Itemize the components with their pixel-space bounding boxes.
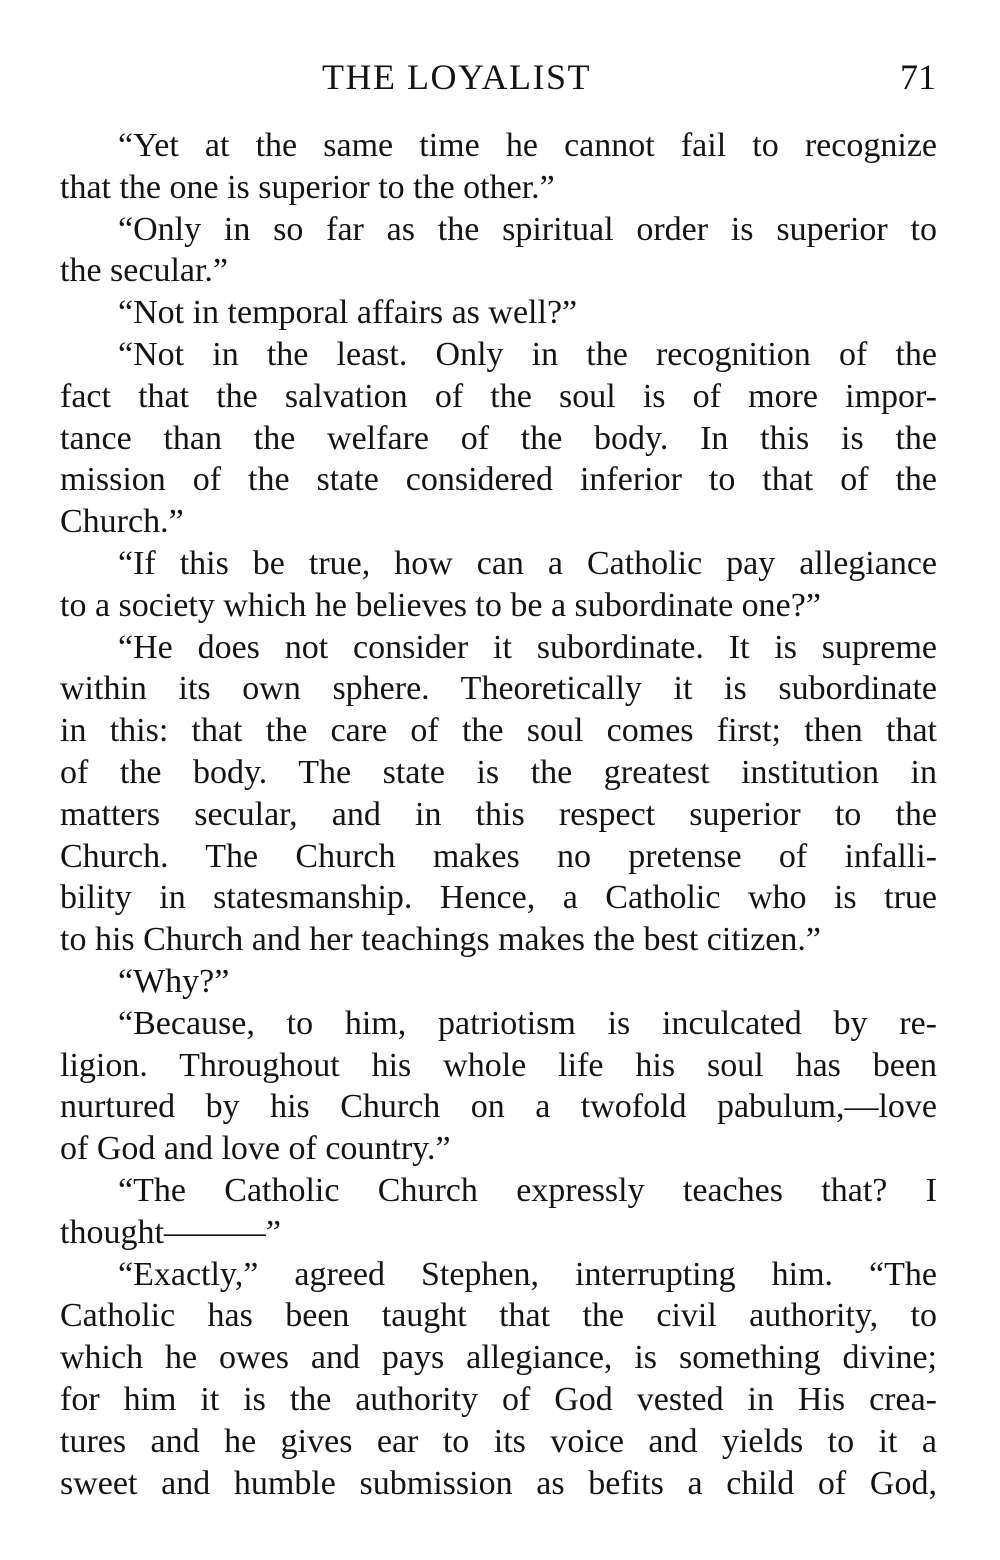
text-line: fact that the salvation of the soul is of more impor-: [60, 377, 937, 415]
text-line: sweet and humble submission as befits a child of God,: [60, 1464, 937, 1502]
text-line: matters secular, and in this respect superior to the: [60, 795, 937, 833]
running-title: THE LOYALIST: [322, 57, 591, 97]
paragraph: [60, 961, 937, 1003]
text-line: thought———”: [60, 1213, 281, 1251]
text-line: Catholic has been taught that the civil authority, to: [60, 1297, 937, 1335]
text-line: tance than the welfare of the body. In this is the: [60, 419, 937, 457]
text-line: to a society which he believes to be a subordinate one?”: [60, 586, 821, 624]
text-line: tures and he gives ear to its voice and yields to it a: [60, 1422, 937, 1460]
text-line: “Exactly,” agreed Stephen, interrupting him. “The: [118, 1255, 937, 1293]
text-line: “Why?”: [118, 962, 230, 1000]
paragraph: [60, 209, 937, 293]
page-number: 71: [900, 57, 936, 97]
text-line: bility in statesmanship. Hence, a Catholic who is true: [60, 879, 937, 917]
paragraph: [60, 1003, 937, 1170]
text-line: “Not in temporal affairs as well?”: [118, 294, 578, 332]
text-line: ligion. Throughout his whole life his soul has been: [60, 1046, 937, 1084]
text-line: of the body. The state is the greatest institution in: [60, 753, 937, 791]
text-line: that the one is superior to the other.”: [60, 168, 555, 206]
text-line: within its own sphere. Theoretically it is subordinate: [60, 670, 937, 708]
text-line: “Yet at the same time he cannot fail to recognize: [118, 127, 937, 164]
running-head: [0, 52, 1000, 102]
paragraph: [60, 292, 937, 334]
text-line: “If this be true, how can a Catholic pay allegiance: [118, 544, 937, 582]
text-line: nurtured by his Church on a twofold pabulum,—love: [60, 1088, 937, 1126]
text-line: “The Catholic Church expressly teaches that? I: [118, 1171, 937, 1209]
text-line: Church.”: [60, 503, 184, 541]
paragraph: [60, 125, 937, 209]
text-line: in this: that the care of the soul comes first; then that: [60, 712, 937, 750]
text-line: to his Church and her teachings makes the best citizen.”: [60, 921, 821, 959]
paragraph: [60, 543, 937, 627]
text-line: Church. The Church makes no pretense of infalli-: [60, 837, 937, 875]
text-line: of God and love of country.”: [60, 1130, 451, 1168]
text-line: which he owes and pays allegiance, is something divine;: [60, 1339, 937, 1377]
text-line: “Only in so far as the spiritual order is superior to: [118, 210, 937, 248]
text-line: “He does not consider it subordinate. It is supreme: [118, 628, 937, 666]
body-text: [60, 125, 937, 1504]
paragraph: [60, 334, 937, 543]
paragraph: [60, 627, 937, 961]
paragraph: [60, 1170, 937, 1254]
paragraph: [60, 1254, 937, 1505]
text-line: for him it is the authority of God vested in His crea-: [60, 1380, 937, 1418]
text-line: mission of the state considered inferior to that of the: [60, 461, 937, 499]
text-line: “Because, to him, patriotism is inculcated by re-: [118, 1004, 937, 1042]
text-line: “Not in the least. Only in the recognition of the: [118, 335, 937, 373]
text-line: the secular.”: [60, 252, 229, 290]
